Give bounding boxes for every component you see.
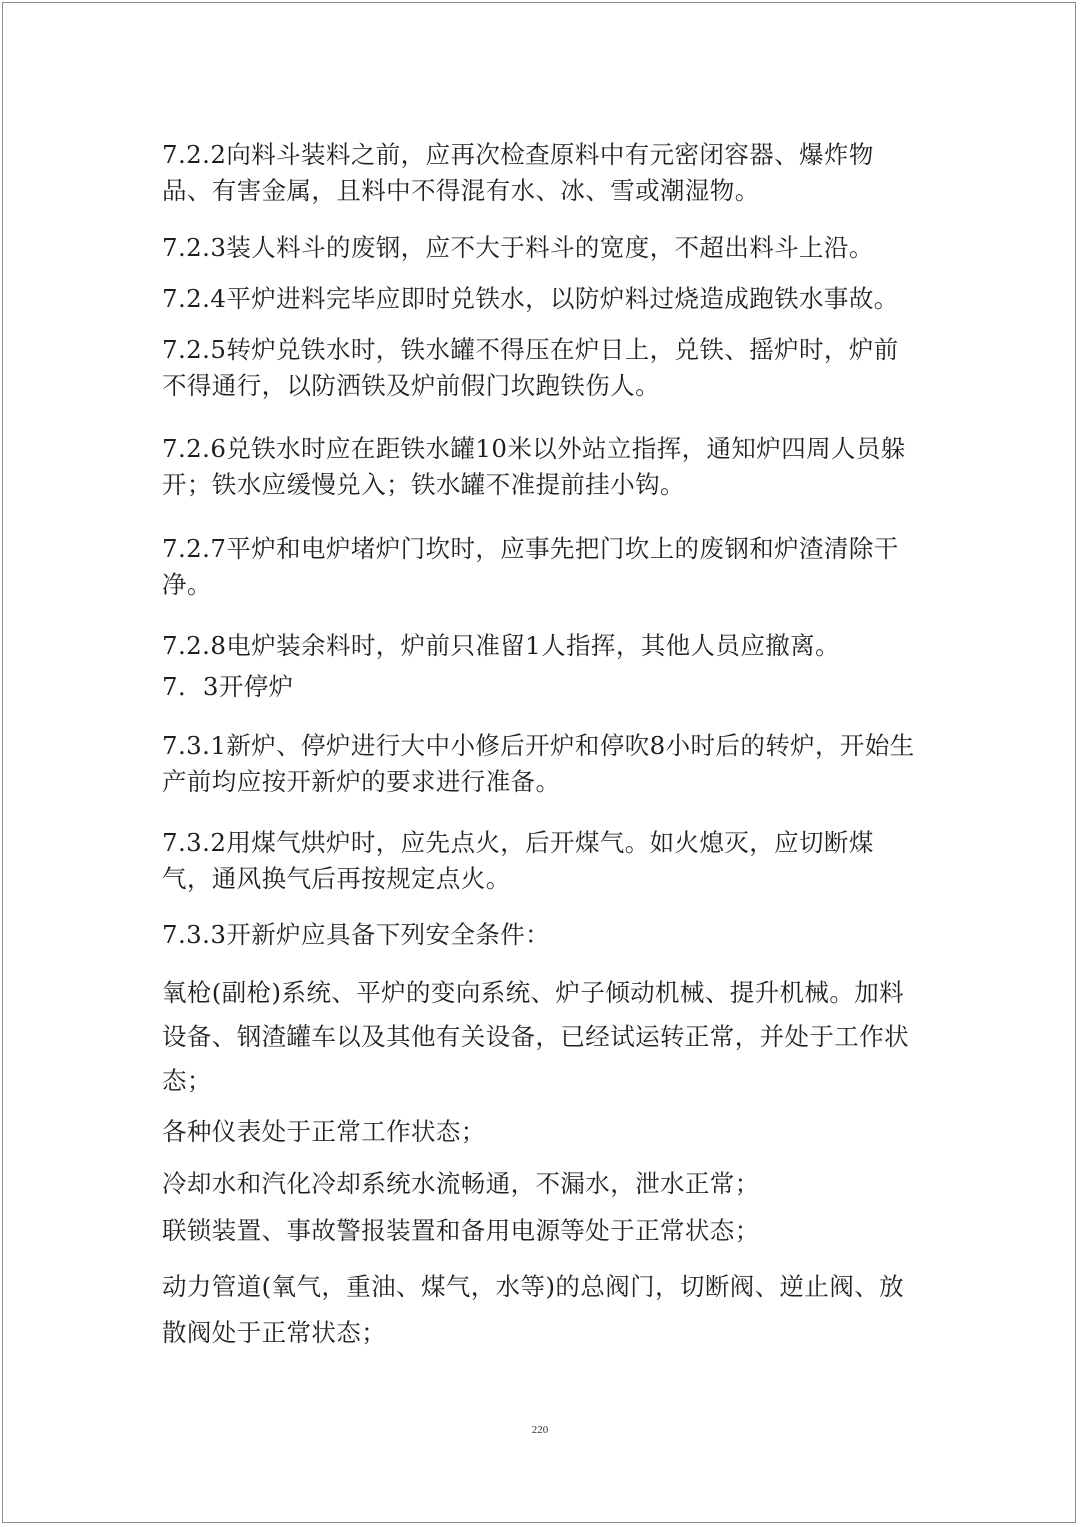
paragraph-7-2-7: 7.2.7平炉和电炉堵炉门坎时，应事先把门坎上的废钢和炉渣清除干净。 (162, 534, 899, 599)
paragraph-7-2-5: 7.2.5转炉兑铁水时，铁水罐不得压在炉日上，兑铁、摇炉时，炉前不得通行，以防洒铁及炉前假门坎跑铁伤人。 (162, 335, 899, 400)
list-item-instruments: 各种仪表处于正常工作状态； (162, 1117, 486, 1146)
list-item-interlocks: 联锁装置、事故警报装置和备用电源等处于正常状态； (162, 1216, 760, 1245)
list-item-cooling-water: 冷却水和汽化冷却系统水流畅通，不漏水，泄水正常； (162, 1169, 760, 1198)
paragraph-7-3-3: 7.3.3开新炉应具备下列安全条件： (162, 920, 551, 949)
paragraph-7-2-6: 7.2.6兑铁水时应在距铁水罐10米以外站立指挥，通知炉四周人员躲开；铁水应缓慢兑入；铁水罐不准提前挂小钩。 (162, 434, 906, 499)
paragraph-7-2-2: 7.2.2向料斗装料之前，应再次检查原料中有元密闭容器、爆炸物品、有害金属，且料中不得混有水、冰、雪或潮湿物。 (162, 140, 874, 205)
page-number: 220 (531, 1424, 549, 1436)
section-heading-7-3: 7．3开停炉 (162, 672, 294, 701)
paragraph-7-3-2: 7.3.2用煤气烘炉时，应先点火，后开煤气。如火熄灭，应切断煤气，通风换气后再按规定点火。 (162, 828, 874, 893)
paragraph-7-2-8: 7.2.8电炉装余料时，炉前只准留1人指挥，其他人员应撤离。 (162, 631, 840, 660)
list-item-equipment: 氧枪(副枪)系统、平炉的变向系统、炉子倾动机械、提升机械。加料设备、钢渣罐车以及其他有关设备，已经试运转正常，并处于工作状态； (162, 978, 909, 1095)
list-item-pipeline-valves: 动力管道(氧气，重油、煤气，水等)的总阀门，切断阀、逆止阀、放散阀处于正常状态； (162, 1272, 905, 1347)
paragraph-7-2-4: 7.2.4平炉进料完毕应即时兑铁水，以防炉料过烧造成跑铁水事故。 (162, 284, 899, 313)
paragraph-7-3-1: 7.3.1新炉、停炉进行大中小修后开炉和停吹8小时后的转炉，开始生产前均应按开新炉的要求进行准备。 (162, 731, 915, 796)
paragraph-7-2-3: 7.2.3装人料斗的废钢，应不大于料斗的宽度，不超出料斗上沿。 (162, 233, 874, 262)
